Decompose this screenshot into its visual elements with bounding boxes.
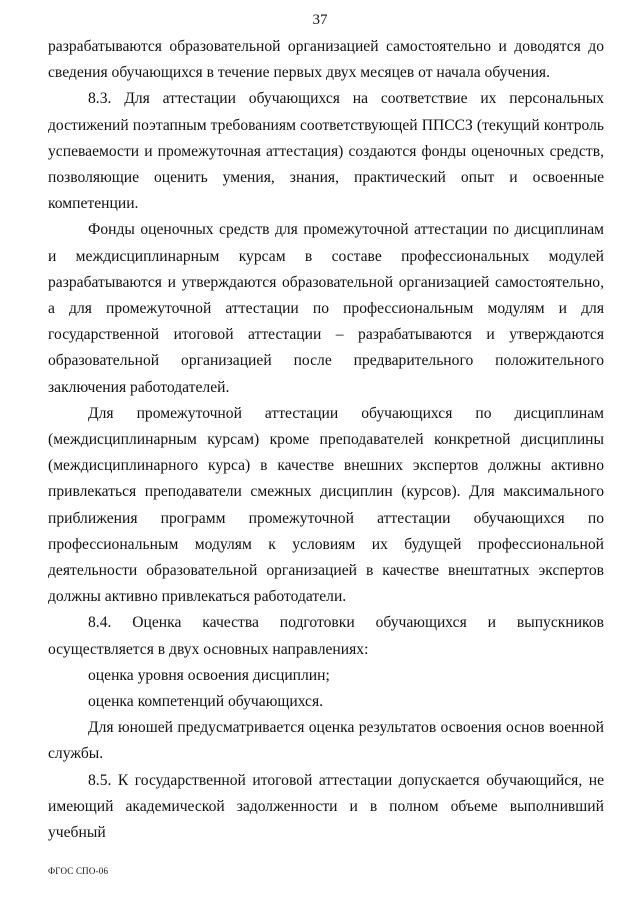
paragraph-8-4: 8.4. Оценка качества подготовки обучающихся и выпускников осуществляется в двух основных направлениях:	[48, 614, 604, 658]
list-item-discipline-assessment: оценка уровня освоения дисциплин;	[88, 666, 330, 684]
paragraph-8-3: 8.3. Для аттестации обучающихся на соответствие их персональных достижений поэтапным требованиям соответствующей ППССЗ (текущий контроль успеваемости и промежуточная аттестация) создаются фонды оценочных средств, позволяющие оценить умения, знания, практический опыт и освоенные компетенции.	[48, 90, 604, 213]
paragraph-intermediate-assessment: Для промежуточной аттестации обучающихся по дисциплинам (междисциплинарным курсам) кроме преподавателей конкретной дисциплины (междисциплинарного курса) в качестве внешних экспертов должны активно привлекаться преподаватели смежных дисциплин (курсов). Для максимального приближения программ промежуточной аттестации обучающихся по профессиональным модулям к условиям их будущей профессиональной деятельности образовательной организацией в качестве внештатных экспертов должны активно привлекаться работодатели.	[48, 404, 604, 606]
list-item-competence-assessment: оценка компетенций обучающихся.	[88, 693, 324, 711]
document-body	[48, 34, 604, 846]
paragraph-8-5: 8.5. К государственной итоговой аттестации допускается обучающийся, не имеющий академической задолженности и в полном объеме выполнивший учебный	[48, 771, 604, 842]
paragraph-assessment-funds: Фонды оценочных средств для промежуточной аттестации по дисциплинам и междисциплинарным курсам в составе профессиональных модулей разрабатываются и утверждаются образовательной организацией самостоятельно, а для промежуточной аттестации по профессиональным модулям и для государственной итоговой аттестации – разрабатываются и утверждаются образовательной организацией после предварительного положительного заключения работодателей.	[48, 221, 604, 396]
page-number: 37	[312, 12, 328, 28]
paragraph-continuation: разрабатываются образовательной организацией самостоятельно и доводятся до сведения обучающихся в течение первых двух месяцев от начала обучения.	[48, 38, 604, 82]
paragraph-military-service: Для юношей предусматривается оценка результатов освоения основ военной службы.	[48, 719, 604, 763]
footer-document-code: ФГОС СПО-06	[48, 866, 109, 876]
